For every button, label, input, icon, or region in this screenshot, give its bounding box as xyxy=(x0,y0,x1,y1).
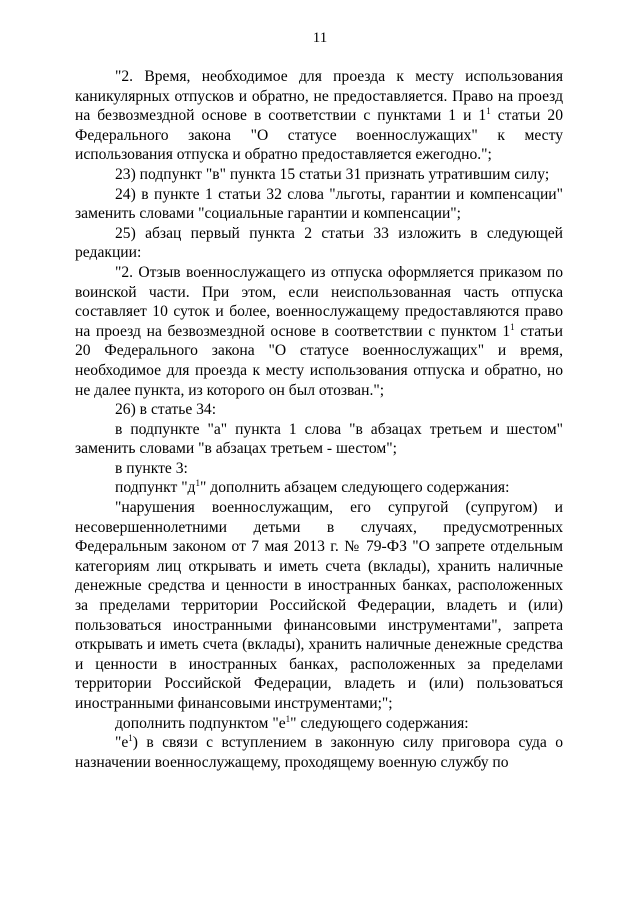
paragraph xyxy=(75,165,563,185)
superscript: 1 xyxy=(510,321,515,332)
paragraph-text: " следующего содержания: xyxy=(290,714,469,732)
paragraph-text: 25) абзац первый пункта 2 статьи 33 изложить в следующей редакции: xyxy=(75,224,563,262)
page-number: 11 xyxy=(312,30,328,46)
superscript: 1 xyxy=(128,733,133,744)
superscript: 1 xyxy=(195,478,200,489)
paragraph-text: "2. Отзыв военнослужащего из отпуска оформляется приказом по воинской части. При этом, если неиспользованная часть отпуска составляет 10 суток и более, военнослужащему предоставляются право на проезд на безвозмездной основе в соответствии с пунктом 1 xyxy=(75,263,563,340)
paragraph xyxy=(75,459,563,479)
paragraph-text: 24) в пункте 1 статьи 32 слова "льготы, гарантии и компенсации" заменить словами "социальные гарантии и компенсации"; xyxy=(75,185,563,223)
superscript: 1 xyxy=(486,106,491,117)
paragraph-text: 23) подпункт "в" пункта 15 статьи 31 признать утратившим силу; xyxy=(115,165,550,183)
paragraph xyxy=(75,400,563,420)
paragraph-text: в подпункте "а" пункта 1 слова "в абзацах третьем и шестом" заменить словами "в абзацах третьем - шестом"; xyxy=(75,420,563,458)
paragraph-text: "2. Время, необходимое для проезда к месту использования каникулярных отпусков и обратно, не предоставляется. Право на проезд на безвозмездной основе в соответствии с пунктами 1 и 1 xyxy=(75,68,563,125)
paragraph xyxy=(75,733,563,772)
paragraph xyxy=(75,67,563,165)
paragraph-text: статьи 20 Федерального закона "О статусе военнослужащих" и время, необходимое для проезда к месту использования отпуска и обратно, но не далее пункта, из которого он был отозван."; xyxy=(75,322,563,399)
superscript: 1 xyxy=(285,713,291,724)
paragraph xyxy=(75,714,563,734)
paragraph-text: "е xyxy=(115,734,129,752)
paragraph-text: подпункт "д xyxy=(115,479,196,497)
paragraph-text: ) в связи с вступлением в законную силу приговора суда о назначении военнослужащему, проходящему военную службу по xyxy=(75,734,563,771)
paragraph-text: дополнить подпунктом "е xyxy=(115,714,286,732)
paragraph xyxy=(75,420,563,459)
document-body xyxy=(75,67,563,772)
paragraph xyxy=(75,263,563,400)
paragraph-text: статьи 20 Федерального закона "О статусе военнослужащих" к месту использования отпуска и обратно предоставляется ежегодно."; xyxy=(75,107,563,164)
paragraph xyxy=(75,185,563,224)
paragraph-text: " дополнить абзацем следующего содержания: xyxy=(200,479,510,497)
paragraph xyxy=(75,478,563,498)
paragraph xyxy=(75,224,563,263)
paragraph-text: "нарушения военнослужащим, его супругой (супругом) и несовершеннолетними детьми в случаях, предусмотренных Федеральным законом от 7 мая 2013 г. № 79-ФЗ "О запрете отдельным категориям лиц открывать и иметь счета (вклады), хранить наличные денежные средства и ценности в иностранных банках, расположенных за пределами территории Российской Федерации, владеть и (или) пользоваться иностранными финансовыми инструментами", запрета открывать и иметь счета (вклады), хранить наличные денежные средства и ценности в иностранных банках, расположенных за пределами территории Российской Федерации, владеть и (или) пользоваться иностранными финансовыми инструментами;"; xyxy=(75,499,563,712)
paragraph xyxy=(75,498,563,714)
paragraph-text: в пункте 3: xyxy=(115,459,188,477)
paragraph-text: 26) в статье 34: xyxy=(115,401,217,419)
